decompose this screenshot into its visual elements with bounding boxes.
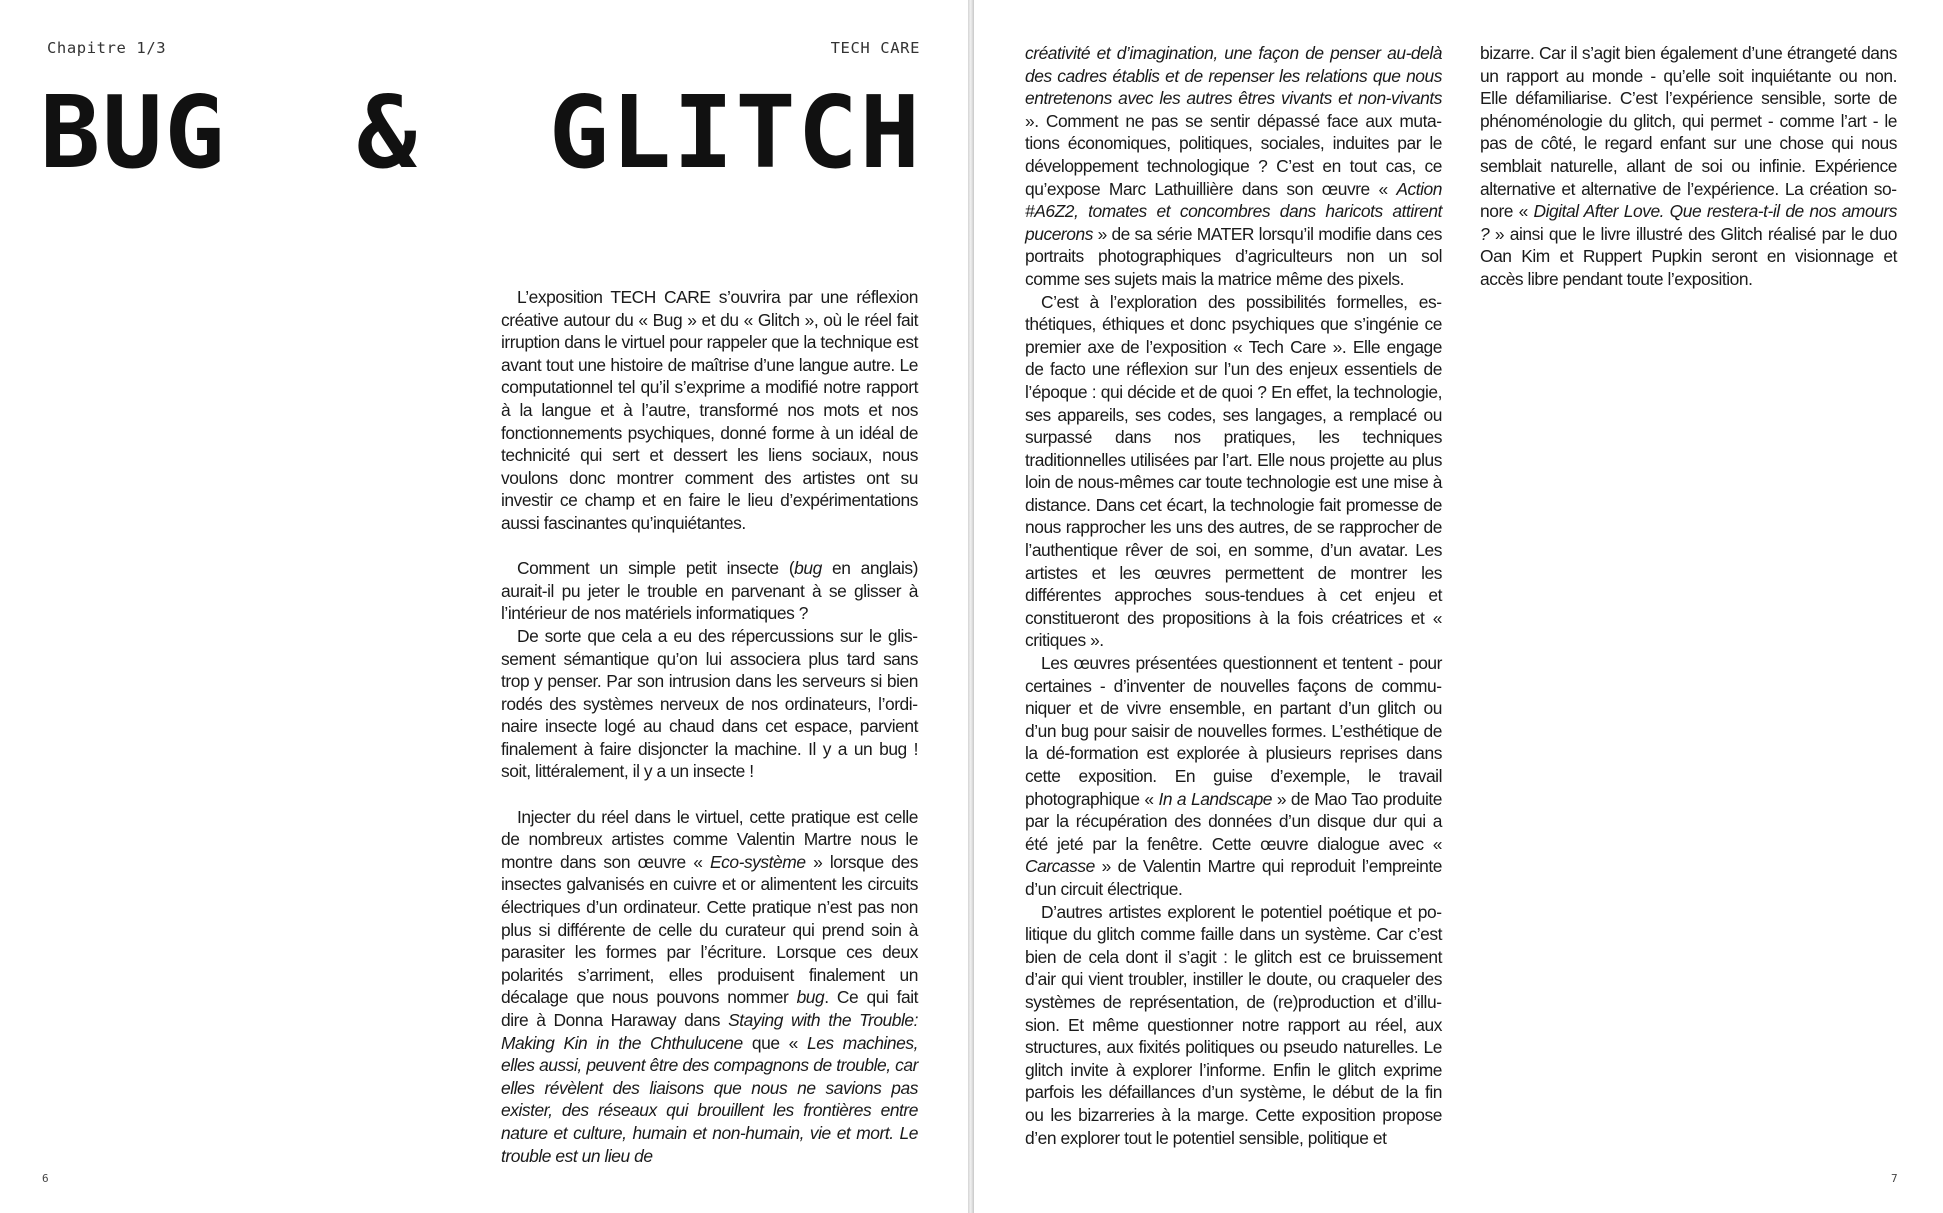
paragraph: D’autres artistes explorent le potentiel poétique et politique du glitch comme faille dans un système. Car c’est bien de cela dont il s’agit : le glitch est ce bruissement d’air qui vient troubler, instiller le doute, ou craqueler des systèmes de représentation, de (re)production et d’illusion. Et même questionner notre rapport au réel, aux structures, aux fixités politiques ou pseudo naturelles. Le glitch invite à explorer l’informe. Enfin le glitch exprime parfois les défaillances d’un système, le début de la fin ou les bizarreries à la marge. Cette exposition propose d’en explorer tout le potentiel sensible, politique et bbox=[1025, 901, 1442, 1148]
paragraph: Les œuvres présentées questionnent et tentent - pour certaines - d’inventer de nouvelles façons de communiquer et de vivre ensemble, en partant d’un glitch ou d’un bug pour saisir de nouvelles formes. L’esthétique de la dé-formation est explorée à plusieurs reprises dans cette exposition. En guise d’exemple, le travail photographique « In a Landscape » de Mao Tao produite par la récupération des données d’un disque dur qui a été jeté par la fenêtre. Cette œuvre dialogue avec « Carcasse » de Valentin Martre qui reproduit l’empreinte d’un circuit électrique. bbox=[1025, 653, 1442, 899]
page-title bbox=[40, 74, 922, 191]
paragraph: Comment un simple petit insecte (bug en anglais) aurait-il pu jeter le trouble en parvenant à se glisser à l’intérieur de nos matériels informatiques ? bbox=[501, 558, 918, 624]
right-text-column bbox=[1480, 42, 1897, 291]
section-label: TECH CARE bbox=[830, 39, 920, 57]
paragraph: L’exposition TECH CARE s’ouvrira par une réflexion créative autour du « Bug » et du « Glitch », où le réel fait irruption dans le virtuel pour rappeler que la technique est avant tout une histoire de maîtrise d’une langue autre. Le computationnel tel qu’il s’exprime a modifié notre rapport à la langue et à l’autre, transformé nos mots et nos fonctionnements psychiques, donné forme à un idéal de technicité qui sert et dessert les liens sociaux, nous voulons donc montrer comment des artistes ont su investir ce champ et en faire le lieu d’expérimentations aussi fascinantes qu’inquiétantes. bbox=[501, 287, 918, 533]
paragraph: créativité et d’imagination, une façon de penser au-delà des cadres établis et de repenser les relations que nous entretenons avec les autres êtres vivants et non-vivants ». Comment ne pas se sentir dépassé face aux mutations économiques, politiques, sociales, induites par le développement technologique ? C’est en tout cas, ce qu’expose Marc Lathuillière dans son œuvre « Action #A6Z2, tomates et concombres dans haricots attirent pucerons » de sa série MATER lorsqu’il modifie dans ces portraits photographiques d’agriculteurs non un sol comme ses sujets mais la matrice même des pixels. bbox=[1025, 43, 1442, 289]
left-page bbox=[0, 0, 968, 1213]
title-word-bug: BUG bbox=[40, 74, 227, 191]
paragraph: bizarre. Car il s’agit bien également d’une étrangeté dans un rapport au monde - qu’elle soit inquiétante ou non. Elle défamiliarise. C’est l’expérience sensible, sorte de phénoménologie du glitch, qui permet - comme l’art - le pas de côté, le regard enfant sur une chose qui nous semblait naturelle, allant de soi ou infinie. Expérience alternative et alternative de l’expérience. La création sonore « Digital After Love. Que restera-t-il de nos amours ? » ainsi que le livre illustré des Glitch réalisé par le duo Oan Kim et Ruppert Pupkin seront en visionnage et accès libre pendant toute l’exposition. bbox=[1480, 43, 1898, 289]
paragraph: C’est à l’exploration des possibilités formelles, esthétiques, éthiques et donc psychiques que s’ingénie ce premier axe de l’exposition « Tech Care ». Elle engage de facto une réflexion sur l’un des enjeux essentiels de l’époque : qui décide et de quoi ? En effet, la technologie, ses appareils, ses codes, ses langages, a remplacé ou surpassé dans nos pratiques, les techniques traditionnelles utilisées par l’art. Elle nous projette au plus loin de nous-mêmes car toute technologie est une mise à distance. Dans cet écart, la technologie fait promesse de nous rapprocher les uns des autres, de se rapprocher de l’authentique rêver de soi, en somme, d’un avatar. Les artistes et les œuvres permettent de montrer les différentes approches sous-tendues à cet enjeu et constitueront des propositions à la fois créatrices et « critiques ». bbox=[1025, 291, 1442, 651]
title-ampersand: & bbox=[356, 74, 419, 191]
page-number-right: 7 bbox=[1891, 1172, 1898, 1185]
paragraph: Injecter du réel dans le virtuel, cette pratique est celle de nombreux artistes comme Valentin Martre nous le montre dans son œuvre « Eco-système » lorsque des insectes galvanisés en cuivre et or alimentent les circuits électriques d’un ordinateur. Cette pratique n’est pas non plus si différente de celle du curateur qui prend soin à parasiter les formes par l’écriture. Lorsque ces deux polarités s’arriment, elles produisent finalement un décalage que nous pouvons nommer bug. Ce qui fait dire à Donna Haraway dans Staying with the Trouble: Making Kin in the Chthulucene que « Les machines, elles aussi, peuvent être des compagnons de trouble, car elles révèlent des liaisons que nous ne savions pas exister, des réseaux qui brouillent les frontières entre nature et culture, humain et non-humain, vie et mort. Le trouble est un lieu de bbox=[501, 806, 919, 1166]
left-text-column bbox=[501, 286, 918, 1167]
middle-text-column bbox=[1025, 42, 1442, 1149]
paragraph: De sorte que cela a eu des répercussions sur le glissement sémantique qu’on lui associera plus tard sans trop y penser. Par son intrusion dans les serveurs si bien rodés des systèmes nerveux de nos ordinateurs, l’ordinaire insecte logé au chaud dans cet espace, parvient finalement à faire disjoncter la machine. Il y a un bug ! soit, littéralement, il y a un insecte ! bbox=[501, 625, 918, 782]
title-word-glitch: GLITCH bbox=[548, 74, 922, 191]
page-number-left: 6 bbox=[42, 1172, 49, 1185]
chapter-label: Chapitre 1/3 bbox=[47, 39, 167, 57]
